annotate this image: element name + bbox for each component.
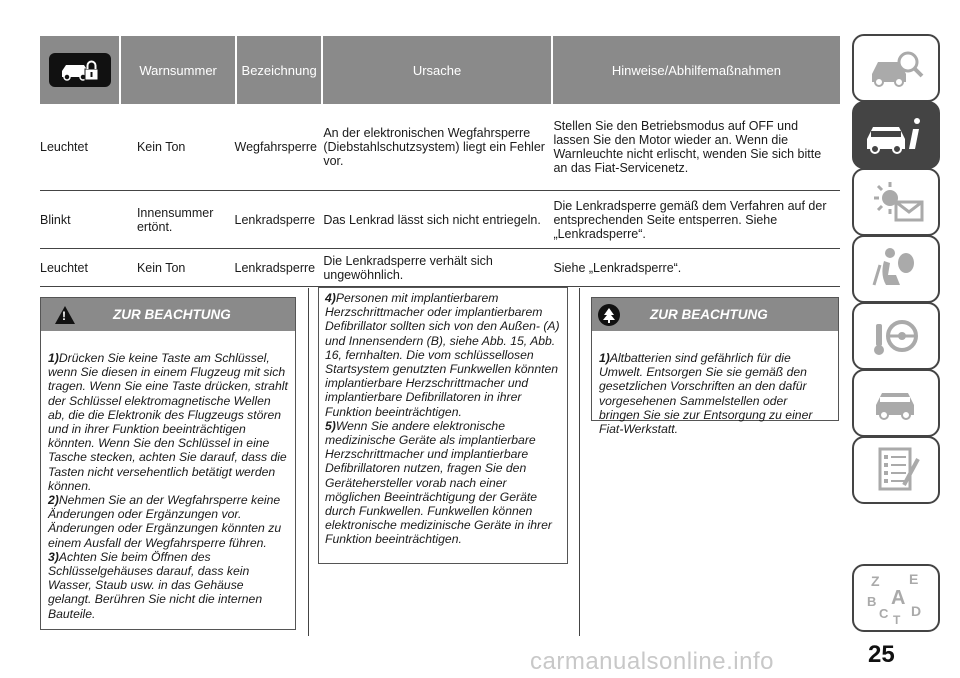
note-item-text: Altbatterien sind gefährlich für die Umwelt. Entsorgen Sie sie gemäß den gesetzlichen Vorschriften an den dafür vorgesehenen Sammelstellen oder bringen Sie sie zur Entsorgung zu einer Fiat-Werkstatt. xyxy=(599,351,813,437)
note-item-text: Achten Sie beim Öffnen des Schlüsselgehäuses darauf, dass kein Wasser, Staub usw. in das Gehäuse gelangt. Berühren Sie nicht die internen Bauteile. xyxy=(48,549,263,621)
note-header xyxy=(41,298,295,331)
cell-light: Leuchtet xyxy=(40,260,88,275)
airbag-seat-icon xyxy=(866,245,926,293)
sidebar-tab-warning-lights[interactable] xyxy=(852,168,940,236)
column-divider xyxy=(579,288,580,636)
index-letter: C xyxy=(879,606,889,621)
header-warnsummer: Warnsummer xyxy=(121,36,235,104)
sidebar-tab-starting-driving[interactable] xyxy=(852,302,940,370)
index-letter: A xyxy=(891,587,906,609)
table-header xyxy=(40,36,840,104)
cell-name: Lenkradsperre xyxy=(234,212,316,227)
warning-light-icon xyxy=(866,178,926,226)
cell-buzzer: Innensummer ertönt. xyxy=(136,205,214,234)
car-service-icon xyxy=(866,381,926,425)
index-letter: B xyxy=(867,594,877,609)
note-item xyxy=(48,493,288,550)
cell-buzzer: Kein Ton xyxy=(136,260,186,275)
note-item-text: Nehmen Sie an der Wegfahrsperre keine Änderungen oder Ergänzungen vor. Änderungen oder Ergänzungen könnten zu einem Ausfall der Wegfahrsperre führen. xyxy=(48,493,282,550)
sidebar-tab-safety[interactable] xyxy=(852,235,940,303)
cell-cause: An der elektronischen Wegfahrsperre (Diebstahlschutzsystem) liegt ein Fehler vor. xyxy=(323,126,545,168)
cell-cause: Das Lenkrad lässt sich nicht entriegeln. xyxy=(323,212,541,227)
note-item-number: 3) xyxy=(48,549,59,564)
note-item-number: 2) xyxy=(48,493,59,508)
environment-note-right xyxy=(591,297,839,437)
sidebar-tab-index[interactable] xyxy=(852,564,940,632)
note-body xyxy=(592,331,838,436)
checklist-icon xyxy=(866,445,926,495)
header-bezeichnung: Bezeichnung xyxy=(237,36,321,104)
header-icon-cell xyxy=(40,36,119,104)
cell-remedy: Die Lenkradsperre gemäß dem Verfahren auf der entsprechenden Seite entsperren. Siehe „Lenkradsperre“. xyxy=(553,198,827,241)
table-row xyxy=(40,104,840,191)
note-item xyxy=(599,351,831,436)
sidebar-tab-technical-data[interactable] xyxy=(852,436,940,504)
note-item-number: 4) xyxy=(325,291,336,305)
cell-remedy: Stellen Sie den Betriebsmodus auf OFF und lassen Sie den Motor wieder an. Wenn die Warnleuchte nicht erlischt, wenden Sie sich bitte an das Fiat-Servicenetz. xyxy=(553,119,822,175)
page-number: 25 xyxy=(868,641,895,668)
note-item-number: 1) xyxy=(48,351,59,365)
cell-remedy: Siehe „Lenkradsperre“. xyxy=(553,260,682,275)
warning-table xyxy=(40,36,840,287)
warning-note-middle xyxy=(318,287,568,564)
cell-cause: Die Lenkradsperre verhält sich ungewöhnlich. xyxy=(323,253,493,282)
warning-note-left xyxy=(40,297,296,630)
steering-icon xyxy=(866,312,926,360)
index-letter: D xyxy=(911,603,922,619)
cell-light: Leuchtet xyxy=(40,140,88,154)
note-item xyxy=(48,351,288,493)
index-letter: T xyxy=(893,613,901,626)
note-body xyxy=(41,331,295,621)
note-header xyxy=(592,298,838,331)
cell-light: Blinkt xyxy=(40,212,71,227)
note-title: ZUR BEACHTUNG xyxy=(113,307,231,322)
note-item-number: 1) xyxy=(599,351,610,365)
note-item-number: 5) xyxy=(325,418,336,433)
sidebar-tab-car-info[interactable] xyxy=(852,101,940,169)
sidebar-tab-car-search[interactable] xyxy=(852,34,940,102)
header-hinweise: Hinweise/Abhilfemaßnahmen xyxy=(553,36,840,104)
note-item xyxy=(48,550,288,621)
car-info-icon xyxy=(863,113,929,157)
cell-name: Wegfahrsperre xyxy=(234,140,317,154)
header-ursache: Ursache xyxy=(323,36,551,104)
cell-name: Lenkradsperre xyxy=(234,260,316,275)
environment-tree-icon xyxy=(598,304,620,326)
table-row xyxy=(40,191,840,249)
note-item-text: Wenn Sie andere elektronische medizinische Geräte als implantierbare Herzschrittmacher und implantierbare Defibrillatoren nutzen, fragen Sie den Gerätehersteller vorab nach einer möglichen Beeinträchtigung der Geräte durch Funkwellen. Funkwellen können elektronische medizinische Geräte in ihrer Funktion beeinträchtigen. xyxy=(325,418,552,547)
sidebar-tab-car-service[interactable] xyxy=(852,369,940,437)
cell-buzzer: Kein Ton xyxy=(136,140,186,154)
note-body xyxy=(323,288,564,547)
table-row xyxy=(40,249,840,287)
watermark: carmanualsonline.info xyxy=(530,648,774,675)
note-item xyxy=(325,419,562,547)
immobilizer-lock-icon xyxy=(49,53,111,87)
warning-triangle-icon: ! xyxy=(55,306,75,324)
note-title: ZUR BEACHTUNG xyxy=(650,307,768,322)
index-letter: E xyxy=(909,571,919,587)
note-item xyxy=(325,291,562,419)
car-search-icon xyxy=(866,46,926,90)
index-letters-icon xyxy=(863,570,929,626)
index-letter: Z xyxy=(871,573,880,589)
note-item-text: Personen mit implantierbarem Herzschrittmacher oder implantierbarem Defibrillator sollten sich von den Außen- (A) und Innensendern (B), siehe Abb. 15, Abb. 16, fernhalten. Die vom schlüssellosen Startsystem genutzten Funkwellen könnten implantierbare Herzschrittmacher und implantierbare Defibrillatoren in ihrer Funktion beeinträchtigen. xyxy=(325,291,560,419)
note-item-text: Drücken Sie keine Taste am Schlüssel, wenn Sie diesen in einem Flugzeug mit sich tragen. Wenn Sie eine Taste drücken, strahlt der Schlüssel elektromagnetische Wellen ab, die die Elektronik des Flugzeugs stören und in ihrer Funktion beeinträchtigen könnten. Wenn Sie den Schlüssel in eine Tasche stecken, achten Sie darauf, dass die Tasten nicht versehentlich betätigt werden können. xyxy=(48,351,288,493)
column-divider xyxy=(308,288,309,636)
